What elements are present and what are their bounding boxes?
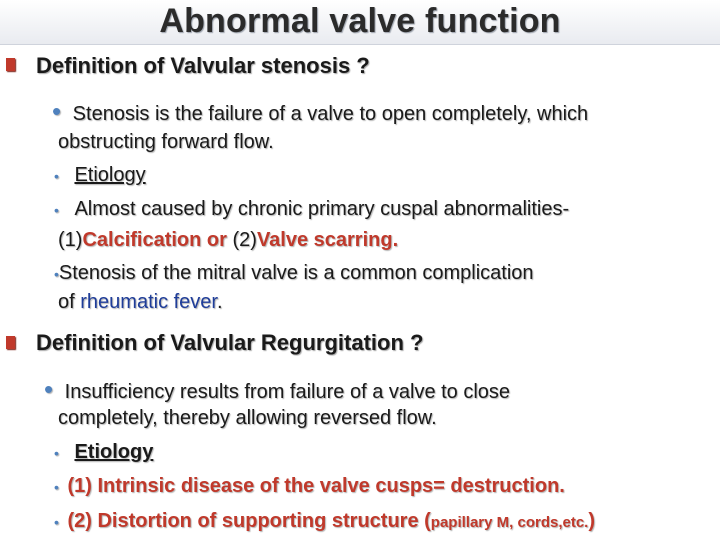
section-marker-stenosis <box>6 58 15 71</box>
regurgitation-line-4 <box>54 475 565 498</box>
cause-number-2: (2) <box>232 229 257 251</box>
closing-paren: ) <box>588 510 596 532</box>
rheumatic-fever-term: rheumatic fever <box>80 291 217 313</box>
stenosis-etiology-label: Etiology <box>74 164 146 186</box>
papillary-text: papillary M, cords,etc. <box>430 514 589 531</box>
cause-calcification: Calcification or <box>82 229 233 251</box>
regurgitation-line-2: completely, thereby allowing reversed flow. <box>58 407 437 429</box>
bullet-icon: • <box>54 479 59 495</box>
stenosis-cause-text: Almost caused by chronic primary cuspal abnormalities- <box>74 198 570 220</box>
bullet-icon: • <box>54 514 59 530</box>
slide-title: Abnormal valve function <box>159 2 561 40</box>
regurgitation-line-5 <box>54 510 595 533</box>
section-marker-regurgitation <box>6 336 15 349</box>
distortion-text: (2) Distortion of supporting structure ( <box>67 510 431 532</box>
stenosis-line-2: obstructing forward flow. <box>58 131 274 153</box>
regurgitation-etiology-line <box>54 441 153 464</box>
heading-regurgitation: Definition of Valvular Regurgitation ? <box>36 330 424 355</box>
regurgitation-definition-text: Insufficiency results from failure of a valve to close <box>64 381 511 403</box>
cause-number-1: (1) <box>58 229 83 251</box>
regurgitation-etiology-label: Etiology <box>74 441 154 463</box>
cause-valve-scarring: Valve scarring. <box>256 229 399 251</box>
text-of: of <box>58 291 81 313</box>
bullet-icon: • <box>54 266 59 282</box>
bullet-icon: • <box>54 445 59 461</box>
stenosis-line-1 <box>52 96 588 127</box>
stenosis-etiology-line <box>54 164 146 187</box>
mitral-stenosis-text: Stenosis of the mitral valve is a common complication <box>58 262 534 284</box>
heading-stenosis: Definition of Valvular stenosis ? <box>36 53 370 78</box>
stenosis-line-5 <box>58 229 398 252</box>
bullet-icon: • <box>44 374 54 404</box>
bullet-icon: • <box>54 168 59 184</box>
stenosis-line-6 <box>54 262 534 285</box>
stenosis-line-7 <box>58 291 223 314</box>
intrinsic-disease-text: (1) Intrinsic disease of the valve cusps= destruction. <box>67 475 565 497</box>
bullet-icon: • <box>54 202 59 218</box>
stenosis-definition-text: Stenosis is the failure of a valve to open completely, which <box>72 103 589 125</box>
period: . <box>216 291 223 313</box>
regurgitation-line-1 <box>44 374 510 405</box>
bullet-icon: • <box>52 96 62 126</box>
stenosis-line-4 <box>54 198 569 221</box>
